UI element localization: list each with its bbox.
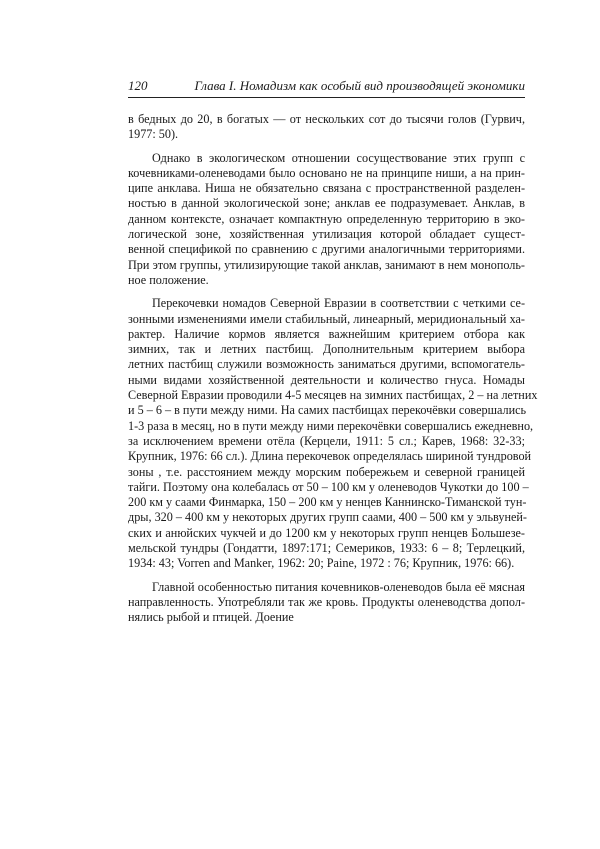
body-text <box>128 112 538 634</box>
running-header <box>128 76 525 96</box>
text-line: ностью в данной экологической зоне; анклав ее подразумевает. Анклав, в <box>128 196 525 211</box>
paragraph <box>128 580 525 626</box>
text-line: нялись рыбой и птицей. Доение <box>128 610 294 625</box>
text-line: ными видами хозяйственной деятельности и количество гнуса. Номады <box>128 372 525 387</box>
text-line: Однако в экологическом отношении сосуществование этих групп с <box>152 150 525 165</box>
text-line: летних пастбищ служили возможность заниматься другими, вспомогатель- <box>128 357 525 372</box>
text-line: 200 км у саами Финмарка, 150 – 200 км у ненцев Каннинско-Тиманской тун- <box>128 495 527 510</box>
text-line: зоны , т.е. расстоянием между морским побережьем и северной границей <box>128 464 525 479</box>
text-line: При этом группы, утилизирующие такой анклав, занимают в нем монополь- <box>128 257 525 272</box>
paragraph <box>128 112 525 143</box>
text-line: зимних, так и летних пастбищ. Дополнительным критерием выбора <box>128 342 525 357</box>
text-line: мельской тундры (Гондатти, 1897:171; Семериков, 1933: 6 – 8; Терлецкий, <box>128 541 525 556</box>
paragraph <box>128 296 538 571</box>
text-line: данном контексте, означает компактную определенную территорию в эко- <box>128 211 525 226</box>
text-line: логической зоне, хозяйственная утилизация которой обладает сущест- <box>128 227 525 242</box>
text-line: ное положение. <box>128 272 209 287</box>
paragraph <box>128 151 525 289</box>
text-line: зонными изменениями имели стабильный, линеарный, меридиональный ха- <box>128 311 525 326</box>
page-number: 120 <box>128 78 148 93</box>
text-line: Главной особенностью питания кочевников-оленеводов была её мясная <box>152 579 525 594</box>
text-line: рактер. Наличие кормов является важнейшим критерием отбора как <box>128 326 525 341</box>
text-line: тайги. Поэтому она колебалась от 50 – 100 км у оленеводов Чукотки до 100 – <box>128 479 529 494</box>
text-line: направленность. Употребляли так же кровь. Продукты оленеводства допол- <box>128 594 525 609</box>
text-line: Крупник, 1976: 66 сл.). Длина перекочевок определялась шириной тундровой <box>128 449 532 464</box>
header-rule <box>128 97 525 98</box>
text-line: в бедных до 20, в богатых — от нескольких сот до тысячи голов (Гурвич, <box>128 112 525 126</box>
text-line: Северной Евразии проводили 4-5 месяцев на зимних пастбищах, 2 – на летних <box>128 388 538 403</box>
text-line: венной спецификой по сравнению с другими аналогичными территориями. <box>128 242 525 257</box>
text-line: кочевниками-оленеводами было основано не на принципе ниши, а на прин- <box>128 165 525 180</box>
text-line: ципе анклава. Ниша не обязательно связана с пространственной разделен- <box>128 181 525 196</box>
chapter-title: Глава I. Номадизм как особый вид производящей экономики <box>194 78 525 93</box>
text-line: Перекочевки номадов Северной Евразии в соответствии с четкими се- <box>152 296 525 311</box>
text-line: ских и анюйских чукчей и до 1200 км у некоторых групп ненцев Большезе- <box>128 525 525 540</box>
text-line: и 5 – 6 – в пути между ними. На самих пастбищах перекочёвки совершались <box>128 403 527 418</box>
text-line: 1977: 50). <box>128 127 179 142</box>
text-line: 1-3 раза в месяц, но в пути между ними перекочёвки совершались ежедневно, <box>128 418 534 433</box>
text-line: за исключением времени отёла (Керцели, 1911: 5 сл.; Карев, 1968: 32-33; <box>128 433 525 448</box>
text-line: дры, 320 – 400 км у некоторых других групп саами, 400 – 500 км у эльвуней- <box>128 510 527 525</box>
text-line: 1934: 43; Vorren and Manker, 1962: 20; Paine, 1972 : 76; Крупник, 1976: 66). <box>128 556 515 571</box>
